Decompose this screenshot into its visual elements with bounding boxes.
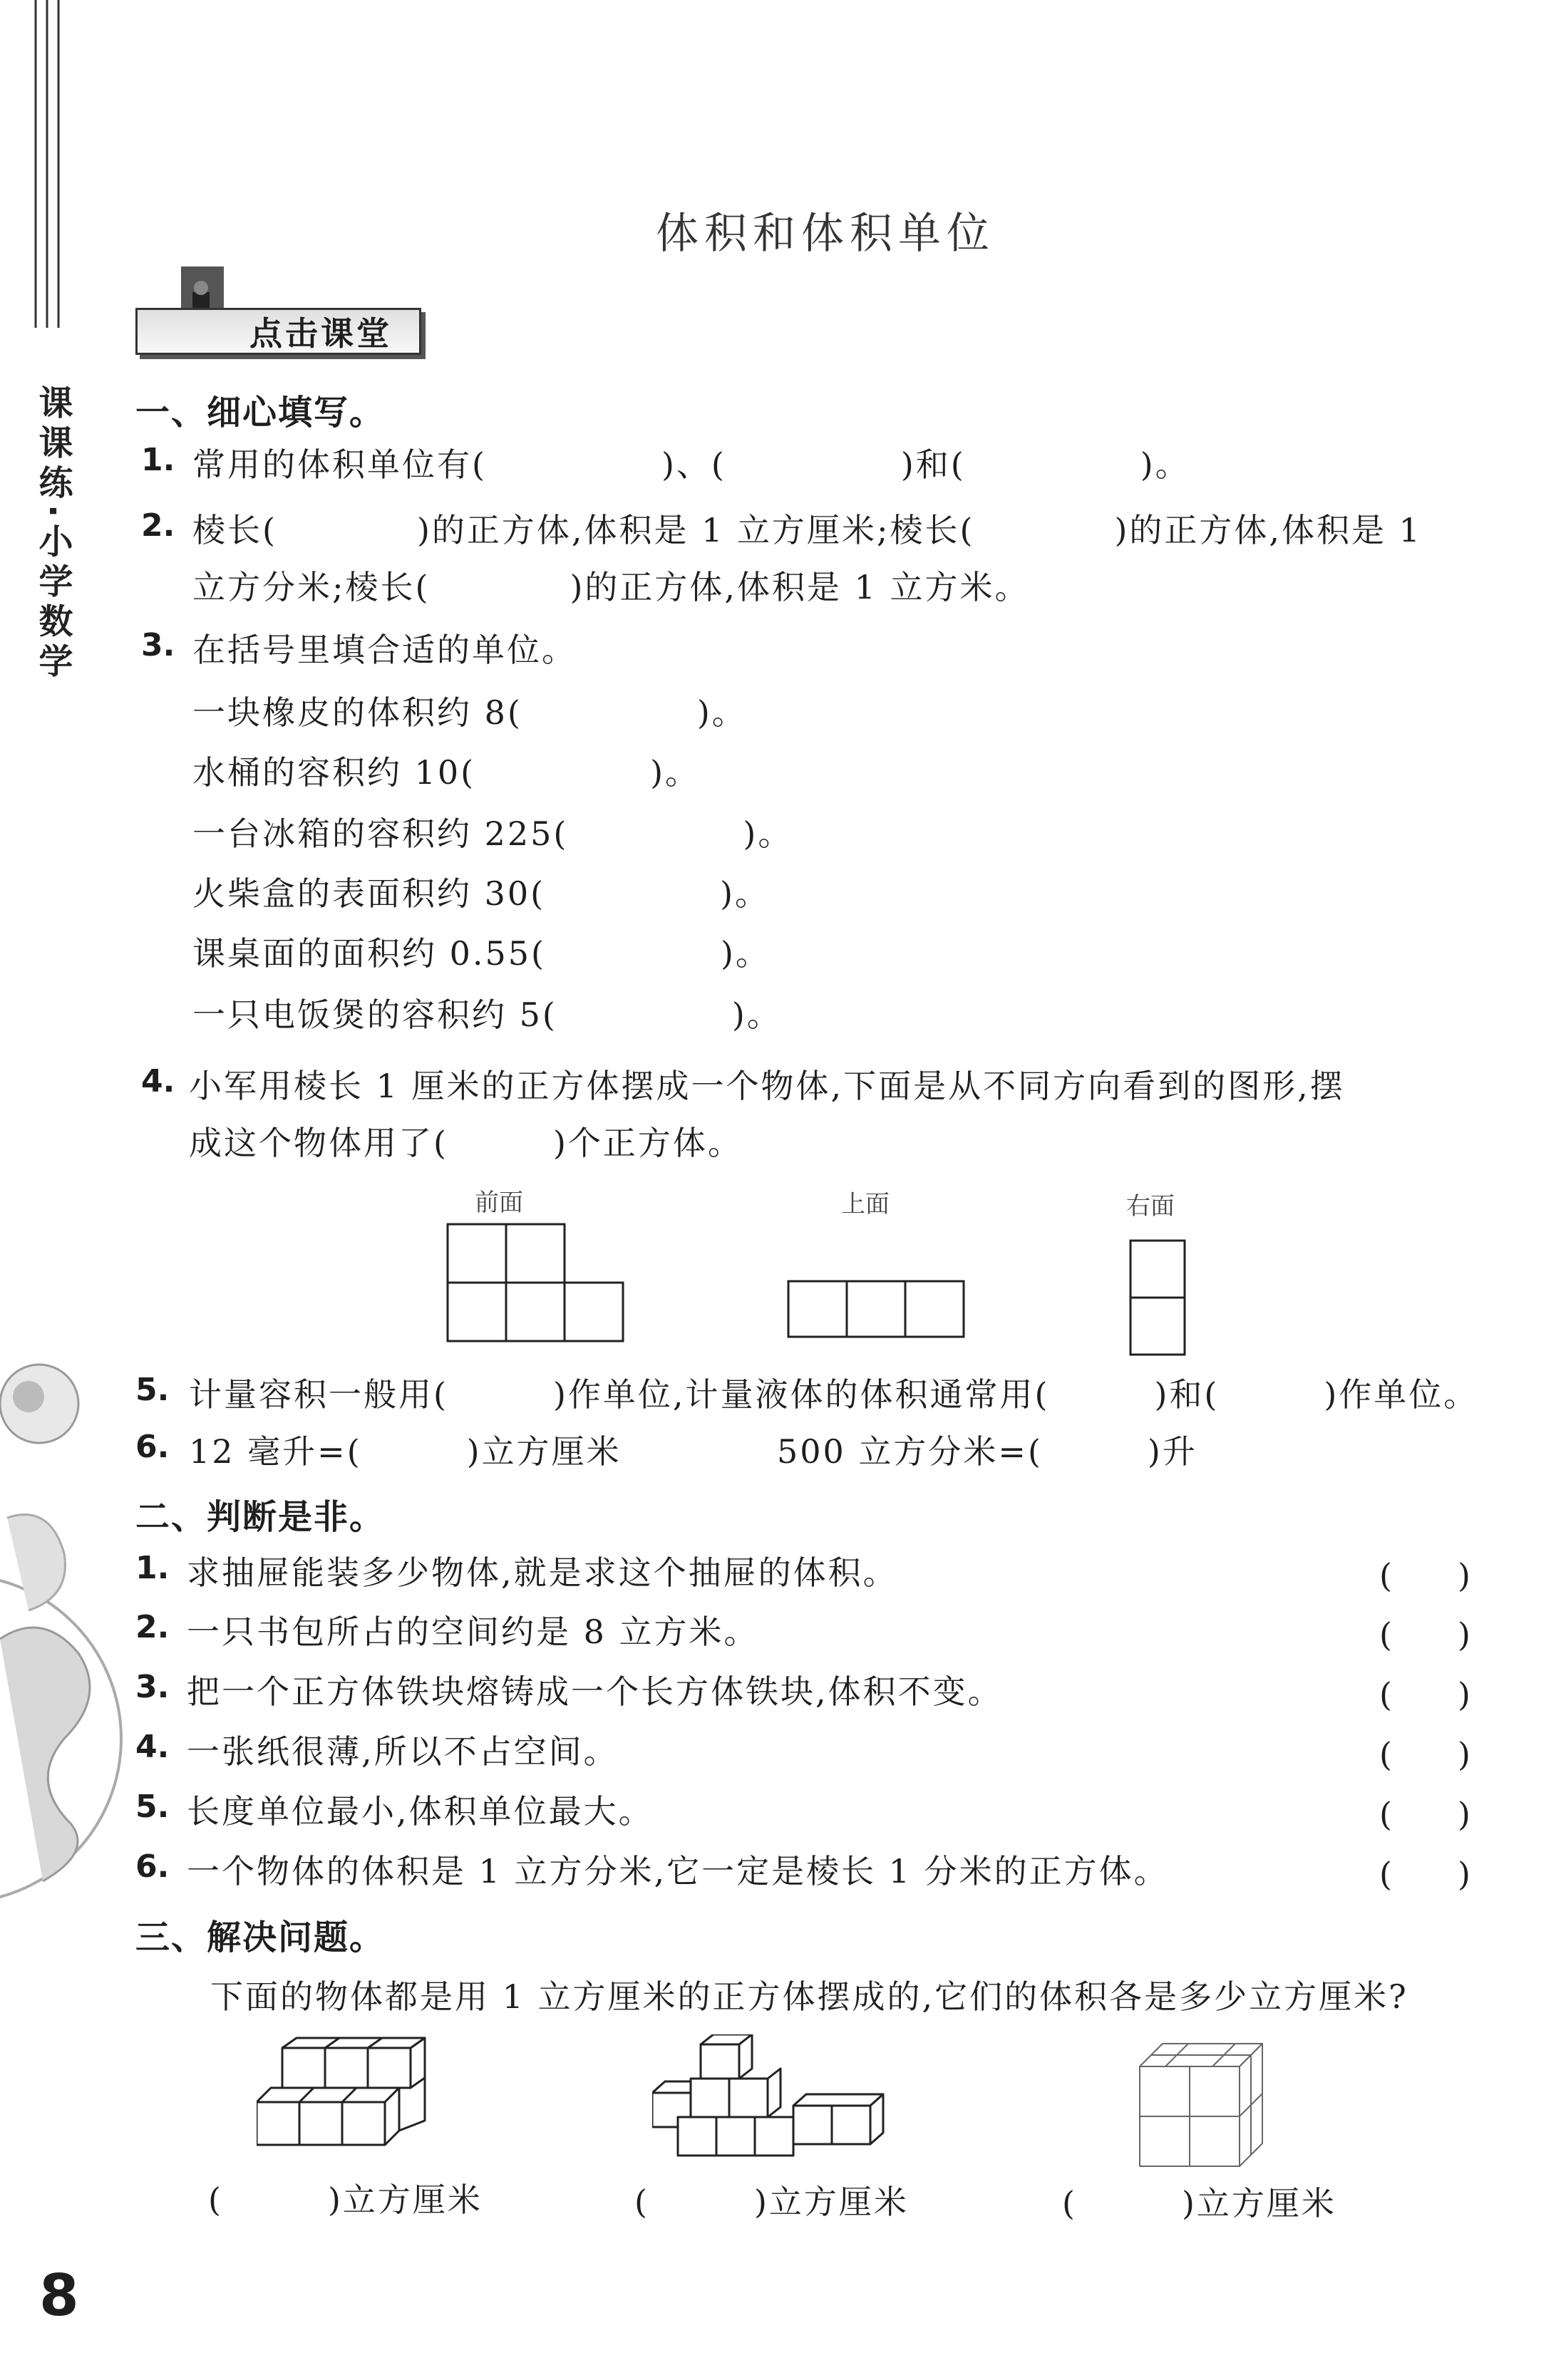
q4-number: 4. xyxy=(141,1063,175,1100)
view-label-right: 右面 xyxy=(1126,1192,1175,1221)
globe-decoration xyxy=(0,1340,128,1938)
judge-number: 6. xyxy=(135,1848,170,1885)
q5-text: 计量容积一般用( )作单位,计量液体的体积通常用( )和( )作单位。 xyxy=(189,1375,1479,1414)
judge-number: 2. xyxy=(135,1609,170,1645)
judge-text: 把一个正方体铁块熔铸成一个长方体铁块,体积不变。 xyxy=(187,1672,1003,1711)
judge-number: 4. xyxy=(135,1729,170,1765)
right-view-figure xyxy=(1126,1236,1194,1365)
section2-heading: 二、判断是非。 xyxy=(135,1497,386,1537)
q3-item: 火柴盒的表面积约 30( )。 xyxy=(192,874,771,913)
q3-number: 3. xyxy=(141,627,175,663)
q6-text-b: 500 立方分米=( )升 xyxy=(777,1432,1197,1471)
q1-number: 1. xyxy=(141,442,175,478)
page-title: 体积和体积单位 xyxy=(656,209,995,259)
section3-heading: 三、解决问题。 xyxy=(135,1918,386,1957)
view-label-front: 前面 xyxy=(475,1189,523,1217)
page-number: 8 xyxy=(39,2262,79,2329)
section1-heading: 一、细心填写。 xyxy=(135,393,386,433)
answer-volume-a[interactable]: ( )立方厘米 xyxy=(208,2180,483,2219)
q2-number: 2. xyxy=(141,507,175,544)
q6-number: 6. xyxy=(135,1429,170,1465)
q3-item: 一台冰箱的容积约 225( )。 xyxy=(192,814,793,853)
q5-number: 5. xyxy=(135,1372,170,1408)
judge-answer-paren[interactable]: ( ) xyxy=(1379,1795,1470,1833)
q3-item: 水桶的容积约 10( )。 xyxy=(192,753,701,792)
judge-number: 5. xyxy=(135,1789,170,1825)
sidebar-label: 课课练·小学数学 xyxy=(33,385,73,683)
q2-line1: 棱长( )的正方体,体积是 1 立方厘米;棱长( )的正方体,体积是 1 xyxy=(192,511,1422,549)
view-label-top: 上面 xyxy=(841,1190,890,1219)
q3-item: 一只电饭煲的容积约 5( )。 xyxy=(192,995,782,1034)
q3-text: 在括号里填合适的单位。 xyxy=(192,631,577,669)
front-view-figure xyxy=(442,1219,634,1347)
judge-text: 一个物体的体积是 1 立方分米,它一定是棱长 1 分米的正方体。 xyxy=(187,1852,1169,1890)
judge-answer-paren[interactable]: ( ) xyxy=(1379,1556,1470,1595)
judge-text: 长度单位最小,体积单位最大。 xyxy=(187,1792,654,1831)
q2-line2: 立方分米;棱长( )的正方体,体积是 1 立方米。 xyxy=(192,568,1030,606)
section3-text: 下面的物体都是用 1 立方厘米的正方体摆成的,它们的体积各是多少立方厘米? xyxy=(210,1977,1408,2016)
judge-answer-paren[interactable]: ( ) xyxy=(1379,1855,1470,1893)
q1-text: 常用的体积单位有( )、( )和( )。 xyxy=(192,445,1190,484)
judge-text: 一只书包所占的空间约是 8 立方米。 xyxy=(187,1613,759,1651)
judge-text: 求抽屉能装多少物体,就是求这个抽屉的体积。 xyxy=(187,1553,898,1592)
q4-line1: 小军用棱长 1 厘米的正方体摆成一个物体,下面是从不同方向看到的图形,摆 xyxy=(189,1067,1345,1105)
judge-text: 一张纸很薄,所以不占空间。 xyxy=(187,1732,619,1771)
answer-volume-b[interactable]: ( )立方厘米 xyxy=(634,2183,909,2221)
top-view-figure xyxy=(784,1277,977,1345)
banner-label: 点击课堂 xyxy=(249,314,392,353)
cube-figure-b xyxy=(652,2034,895,2177)
judge-answer-paren[interactable]: ( ) xyxy=(1379,1675,1470,1714)
q4-line2: 成这个物体用了( )个正方体。 xyxy=(189,1124,743,1162)
q3-item: 一块橡皮的体积约 8( )。 xyxy=(192,693,747,732)
q6-text-a: 12 毫升=( )立方厘米 xyxy=(189,1432,622,1471)
margin-lines xyxy=(0,0,78,342)
answer-volume-c[interactable]: ( )立方厘米 xyxy=(1062,2184,1336,2223)
judge-number: 3. xyxy=(135,1669,170,1705)
q3-item: 课桌面的面积约 0.55( )。 xyxy=(192,934,771,973)
judge-answer-paren[interactable]: ( ) xyxy=(1379,1615,1470,1654)
judge-number: 1. xyxy=(135,1550,170,1586)
cube-figure-c xyxy=(1137,2038,1279,2177)
judge-answer-paren[interactable]: ( ) xyxy=(1379,1735,1470,1774)
banner xyxy=(135,264,421,356)
cube-figure-a xyxy=(257,2037,442,2179)
